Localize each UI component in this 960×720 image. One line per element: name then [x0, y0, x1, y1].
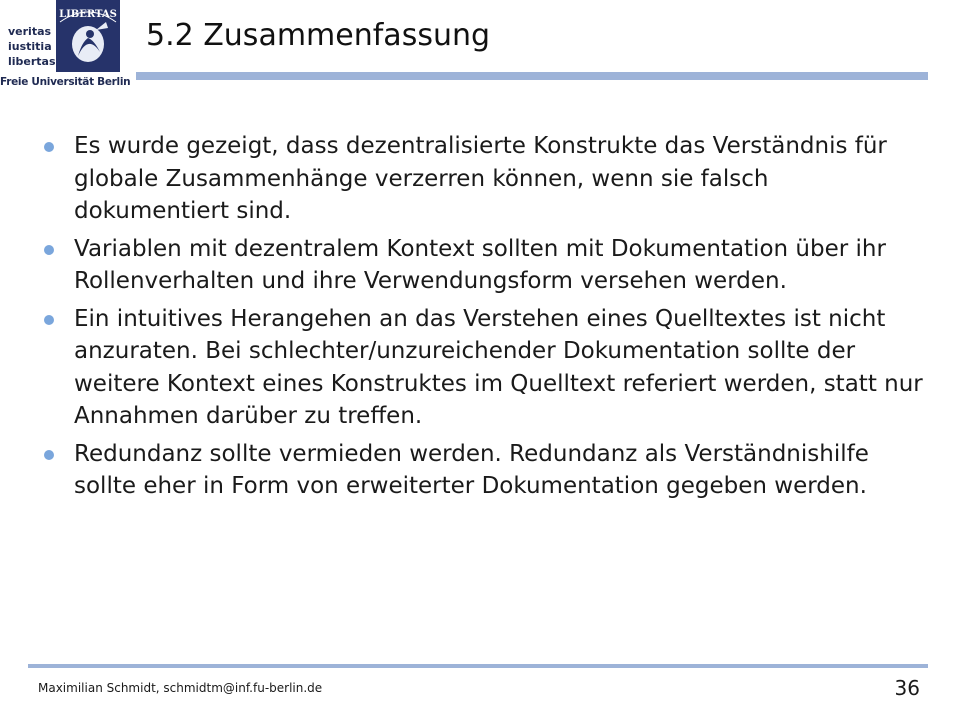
bullet-text: Redundanz sollte vermieden werden. Redundanz als Verständnishilfe sollte eher in Form von erweiterter Dokumentation gegeben werden.: [74, 440, 869, 499]
page-number: 36: [894, 676, 920, 700]
slide-title: 5.2 Zusammenfassung: [146, 18, 491, 53]
bullet-text: Variablen mit dezentralem Kontext sollten mit Dokumentation über ihr Rollenverhalten und ihre Verwendungsform versehen werden.: [74, 235, 886, 294]
footer-author: Maximilian Schmidt, schmidtm@inf.fu-berlin.de: [38, 681, 323, 695]
bullet-dot-icon: [44, 142, 54, 152]
bullet-dot-icon: [44, 315, 54, 325]
bullet-text: Es wurde gezeigt, dass dezentralisierte Konstrukte das Verständnis für globale Zusammenhänge verzerren können, wenn sie falsch dokumentiert sind.: [74, 133, 887, 224]
bullet-item: [44, 303, 924, 433]
bullet-dot-icon: [44, 245, 54, 255]
university-logo: [0, 0, 131, 92]
footer-divider: [28, 664, 928, 668]
title-divider: [136, 72, 928, 80]
bullet-text: Ein intuitives Herangehen an das Verstehen eines Quelltextes ist nicht anzuraten. Bei schlechter/unzureichender Dokumentation sollte der weitere Kontext eines Konstruktes im Quelltext referiert werden, statt nur Annahmen darüber zu treffen.: [74, 305, 923, 429]
svg-text:LIBERTAS: LIBERTAS: [59, 9, 117, 20]
logo-university-name: Freie Universität Berlin: [0, 76, 131, 88]
seal-icon: [56, 0, 120, 72]
bullet-list: [44, 130, 924, 508]
logo-motto: [8, 24, 56, 69]
logo-motto-line: libertas: [8, 55, 56, 68]
bullet-item: [44, 438, 924, 503]
logo-motto-line: veritas: [8, 25, 52, 38]
bullet-dot-icon: [44, 450, 54, 460]
bullet-item: [44, 233, 924, 298]
bullet-item: [44, 130, 924, 228]
logo-motto-line: iustitia: [8, 40, 52, 53]
